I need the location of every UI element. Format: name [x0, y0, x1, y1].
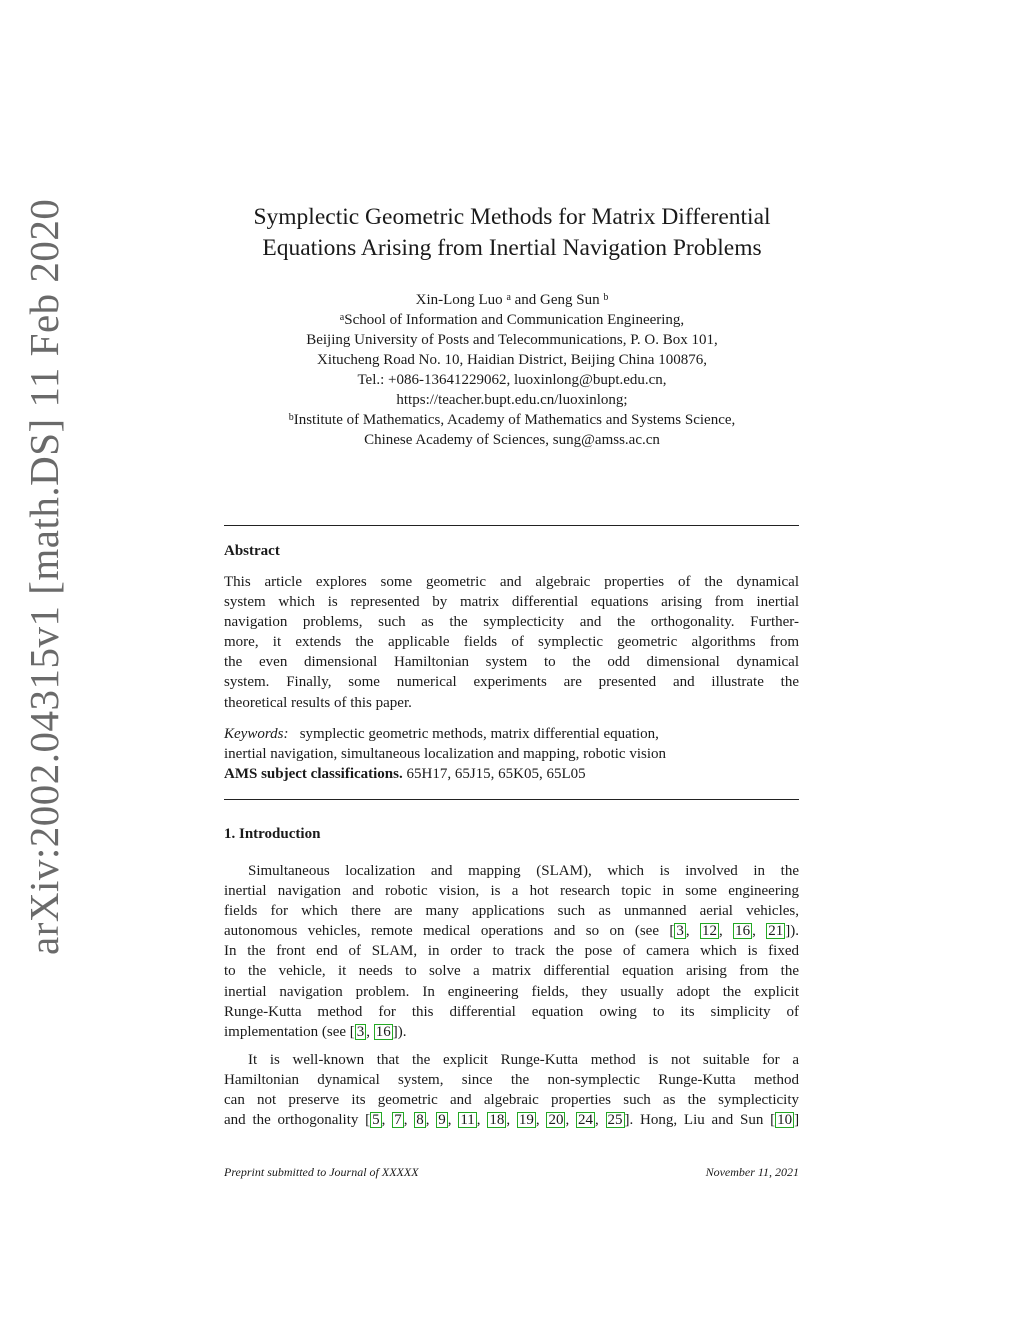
intro-paragraph-1 — [224, 861, 799, 1042]
arxiv-identifier: arXiv:2002.04315v1 [math.DS] 11 Feb 2020 — [21, 198, 67, 955]
footer-date: November 11, 2021 — [705, 1165, 799, 1179]
footer-preprint-note: Preprint submitted to Journal of XXXXX — [224, 1165, 419, 1179]
affil-b-mark: b — [288, 412, 294, 423]
abstract-body — [224, 572, 799, 713]
affiliation-a-line-5: https://teacher.bupt.edu.cn/luoxinlong; — [396, 392, 628, 408]
citation-link[interactable]: 9 — [438, 1112, 446, 1129]
title-line-1: Symplectic Geometric Methods for Matrix Differential — [253, 204, 771, 230]
paper-title — [200, 202, 824, 264]
author-block — [200, 290, 824, 450]
abstract-line: system. Finally, some numerical experiments are presented and illustrate the — [224, 674, 799, 691]
citation-link[interactable]: 24 — [577, 1112, 593, 1129]
citation-link[interactable]: 3 — [676, 923, 684, 940]
intro-line-citations: autonomous vehicles, remote medical operations and so on (see [ 3 , 12 , 16 , 21 ]). — [224, 923, 800, 940]
intro-line-citations: implementation (see [ 3 , 16 ]). — [224, 1023, 407, 1040]
title-line-2: Equations Arising from Inertial Navigation Problems — [262, 235, 762, 261]
citation-link[interactable]: 25 — [607, 1112, 623, 1129]
affiliation-b-line-2: Chinese Academy of Sciences, sung@amss.ac.cn — [364, 432, 660, 448]
citation-link[interactable]: 20 — [548, 1112, 564, 1129]
intro-line-citations: and the orthogonality [ 5 , 7 , 8 , 9 , 11 , 18 , 19 , 20 , 24 , 25 ]. Hong, Liu and Sun [ 10 ] — [224, 1112, 800, 1129]
citation-link[interactable]: 11 — [460, 1112, 475, 1129]
abstract-line: navigation problems, such as the symplecticity and the orthogonality. Further- — [224, 614, 799, 631]
intro-line: fields for which there are many applications such as unmanned aerial vehicles, — [224, 903, 799, 920]
page-footer — [224, 1165, 799, 1180]
affiliation-a-line-1: $^a$School of Information and Communication Engineering, — [339, 312, 685, 328]
abstract-heading: Abstract — [224, 543, 280, 559]
intro-line: Hamiltonian dynamical system, since the non-symplectic Runge-Kutta method — [224, 1072, 799, 1089]
affiliation-a-line-2: Beijing University of Posts and Telecommunications, P. O. Box 101, — [306, 332, 718, 348]
author-2: and Geng Sun — [514, 292, 600, 308]
intro-line: Simultaneous localization and mapping (SLAM), which is involved in the — [248, 863, 799, 879]
affiliation-b-line-1: $^b$Institute of Mathematics, Academy of Mathematics and Systems Science, — [288, 412, 736, 428]
ams-classifications — [224, 764, 799, 784]
abstract-line: the even dimensional Hamiltonian system to the odd dimensional dynamical — [224, 654, 799, 671]
intro-line: can not preserve its geometric and algebraic properties such as the symplecticity — [224, 1092, 799, 1109]
top-divider — [224, 525, 799, 526]
keywords-label: Keywords: — [224, 726, 289, 742]
abstract-line: theoretical results of this paper. — [224, 694, 412, 711]
author-names — [200, 290, 824, 310]
ams-label: AMS subject classifications. — [224, 766, 403, 783]
citation-link[interactable]: 12 — [702, 923, 718, 940]
abstract-line: more, it extends the applicable fields of symplectic geometric algorithms from — [224, 634, 799, 651]
intro-paragraph-2 — [224, 1050, 799, 1130]
affiliation-a-line-4: Tel.: +086-13641229062, luoxinlong@bupt.edu.cn, — [357, 372, 667, 388]
citation-link[interactable]: 21 — [768, 923, 784, 940]
author-1: Xin-Long Luo — [415, 292, 503, 308]
citation-link[interactable]: 16 — [735, 923, 751, 940]
keywords-line-2: inertial navigation, simultaneous localization and mapping, robotic vision — [224, 746, 666, 763]
affiliation-a-line-3: Xitucheng Road No. 10, Haidian District, Beijing China 100876, — [317, 352, 707, 368]
citation-link[interactable]: 10 — [777, 1112, 793, 1129]
intro-line: Runge-Kutta method for this differential equation owing to its simplicity of — [224, 1003, 799, 1020]
intro-line: In the front end of SLAM, in order to track the pose of camera which is fixed — [224, 943, 799, 960]
intro-heading: 1. Introduction — [224, 826, 321, 842]
keywords-line-1: Keywords: symplectic geometric methods, matrix differential equation, — [224, 726, 659, 742]
citation-link[interactable]: 7 — [394, 1112, 402, 1129]
citation-link[interactable]: 3 — [356, 1023, 365, 1040]
citation-link[interactable]: 5 — [372, 1112, 380, 1129]
affil-a-mark: a — [339, 312, 345, 323]
ams-codes: 65H17, 65J15, 65K05, 65L05 — [406, 766, 586, 783]
bottom-divider — [224, 799, 799, 800]
abstract-line: system which is represented by matrix differential equations arising from inertial — [224, 594, 799, 611]
citation-link[interactable]: 16 — [375, 1023, 391, 1040]
intro-line: inertial navigation problem. In engineering fields, they usually adopt the explicit — [224, 983, 799, 1000]
citation-link[interactable]: 8 — [416, 1112, 424, 1129]
keywords-block — [224, 724, 799, 784]
citation-link[interactable]: 18 — [489, 1112, 505, 1129]
author-1-affil-mark: a — [506, 292, 511, 303]
author-2-affil-mark: b — [603, 292, 609, 303]
intro-line: to the vehicle, it needs to solve a matrix differential equation arising from the — [224, 963, 799, 980]
intro-line: It is well-known that the explicit Runge-Kutta method is not suitable for a — [248, 1052, 799, 1068]
abstract-line: This article explores some geometric and algebraic properties of the dynamical — [224, 574, 799, 590]
intro-line: inertial navigation and robotic vision, is a hot research topic in some engineering — [224, 883, 799, 900]
citation-link[interactable]: 19 — [518, 1112, 534, 1129]
